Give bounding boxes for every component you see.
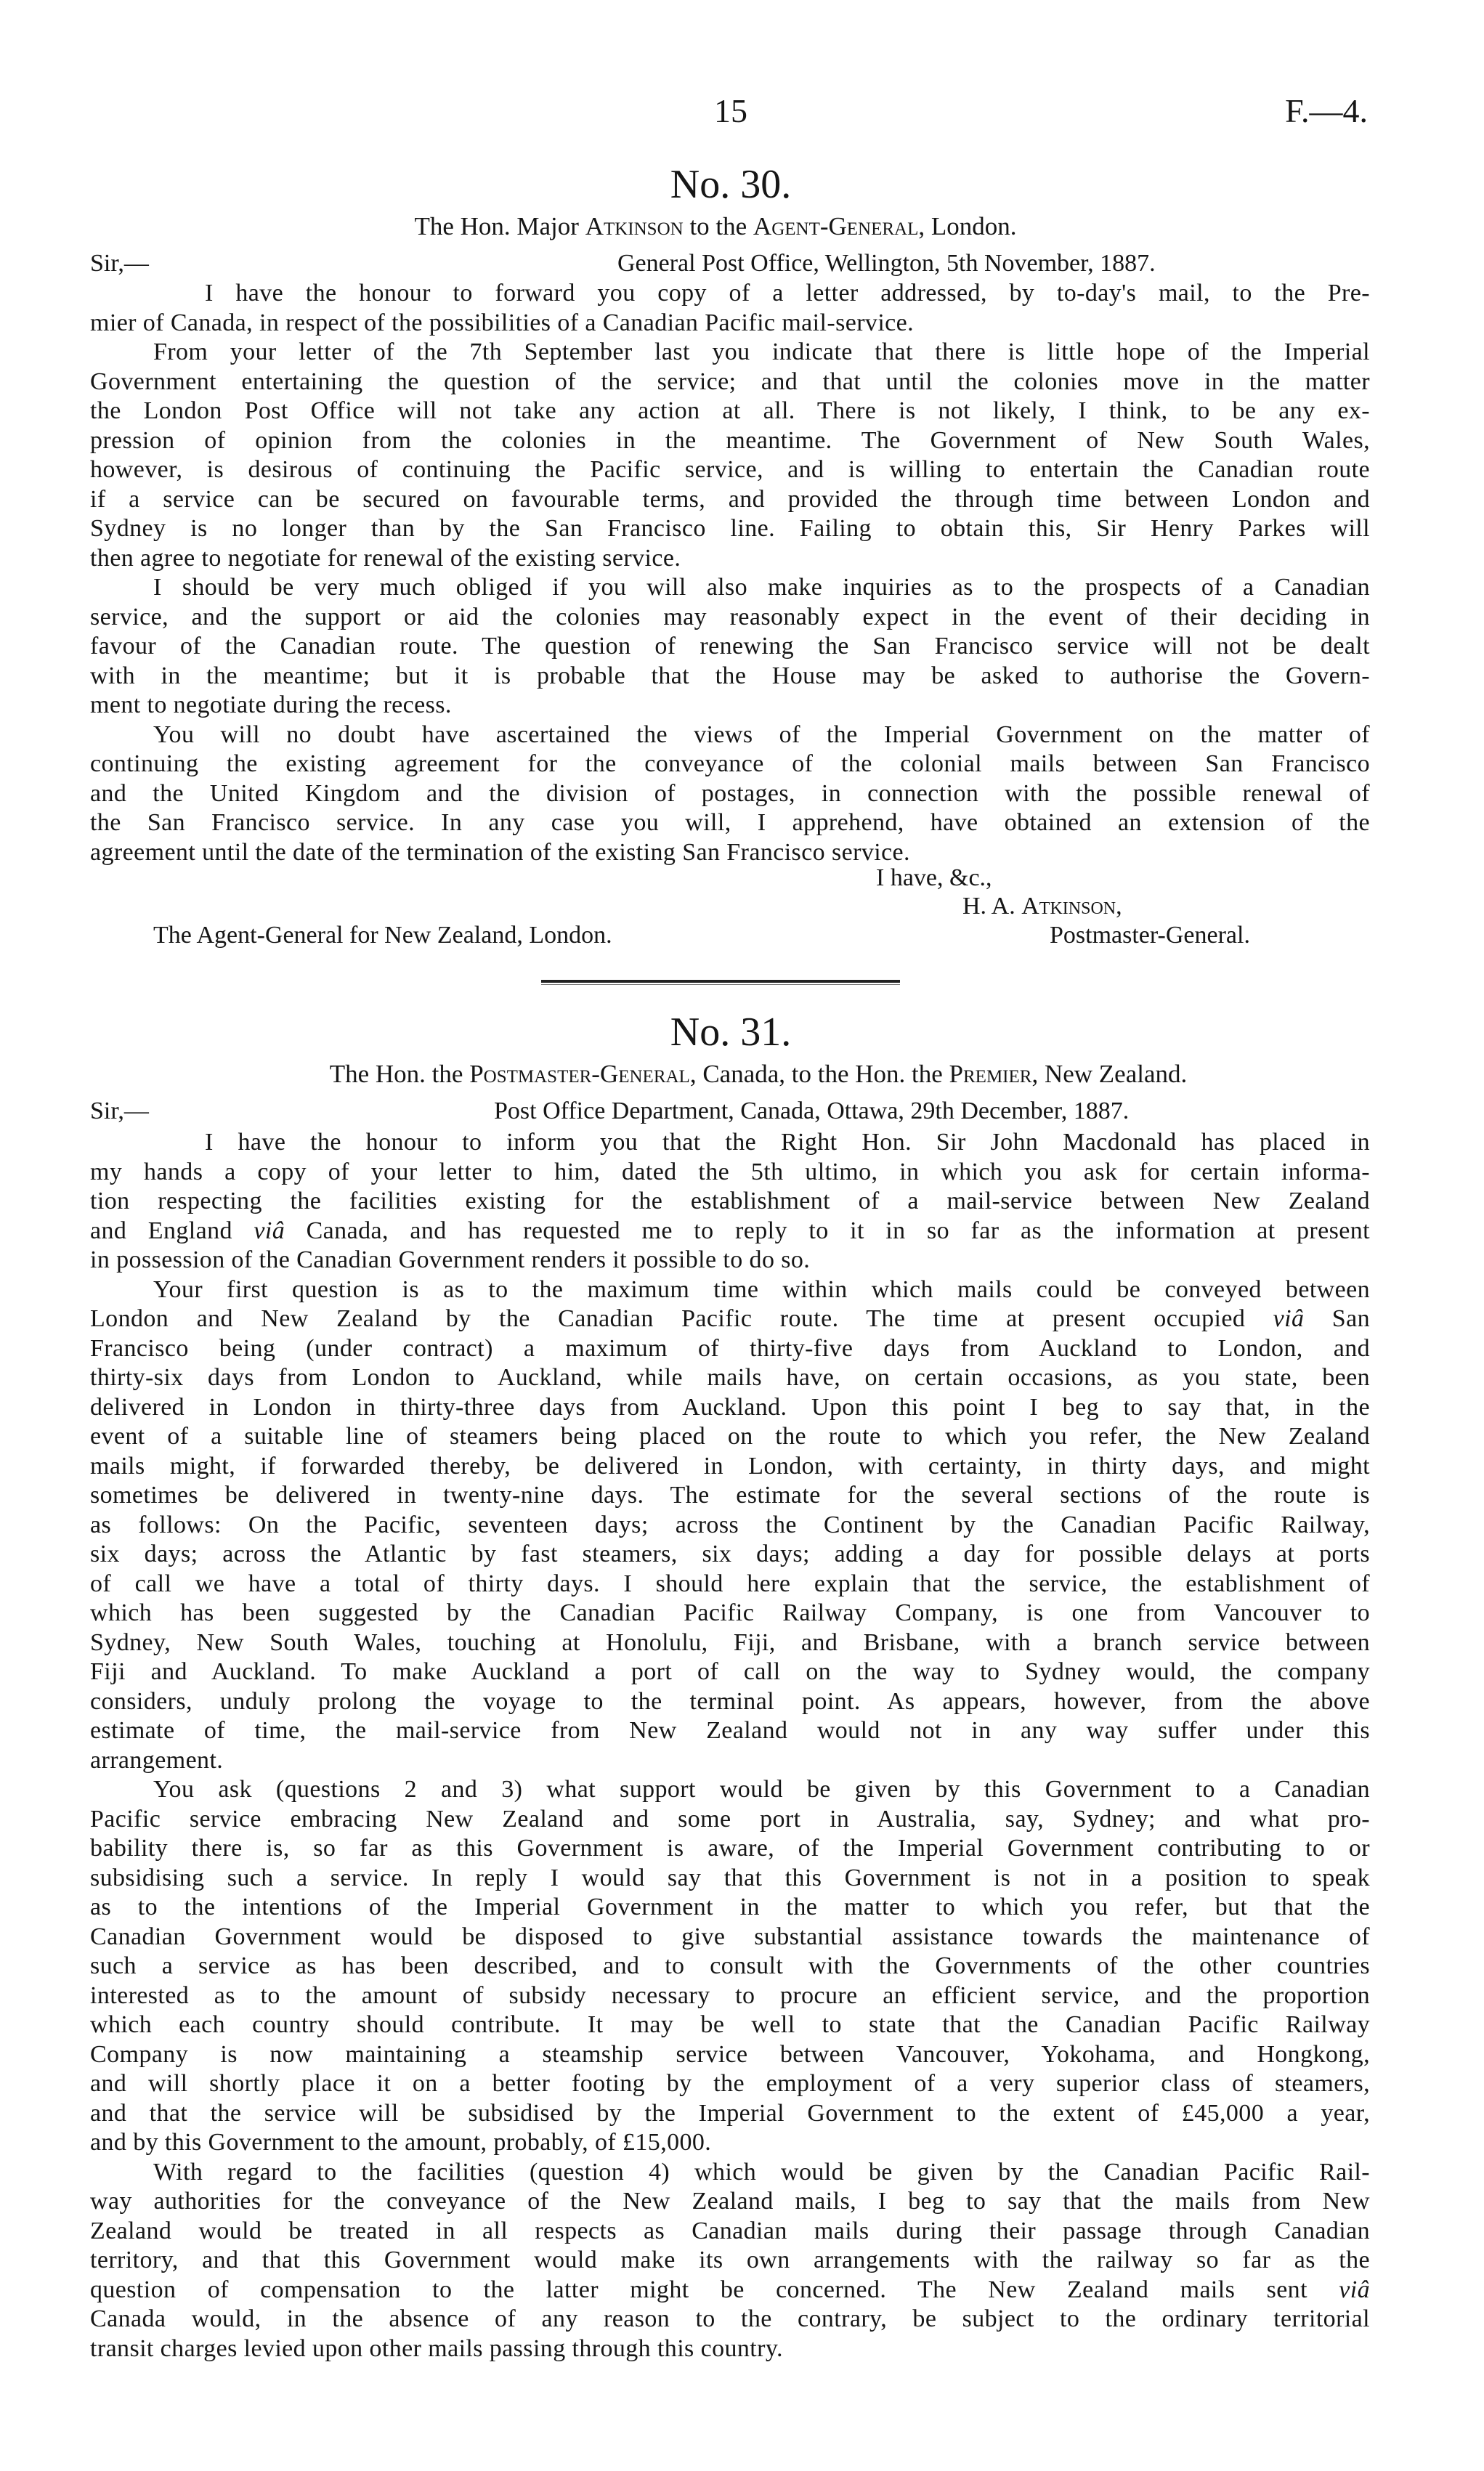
text-line	[90, 632, 1370, 662]
text-line	[90, 1275, 1370, 1305]
text: thirty-six days from London to Auckland, while mails have, on certain occasions, as you state, been	[90, 1364, 1370, 1391]
text: my hands a copy of your letter to him, dated the 5th ultimo, in which you ask for certain informa-	[90, 1158, 1370, 1185]
small-caps-text: Atkinson	[585, 212, 684, 240]
text-line	[90, 455, 1370, 485]
text: in possession of the Canadian Government renders it possible to do so.	[90, 1246, 811, 1273]
text-line	[90, 603, 1370, 633]
text-line	[90, 1481, 1370, 1511]
signature-initials: H. A.	[962, 893, 1022, 920]
text: sometimes be delivered in twenty-nine days. The estimate for the several sections of the route is	[90, 1482, 1370, 1509]
signature-30	[962, 893, 1122, 920]
text: of call we have a total of thirty days. I should here explain that the service, the establishment of	[90, 1570, 1370, 1597]
text: and England	[90, 1217, 254, 1244]
letter-number-30: No. 30.	[670, 162, 792, 207]
text-line	[90, 1775, 1370, 1805]
text: territory, and that this Government would make its own arrangements with the railway so far as the	[90, 2247, 1370, 2273]
text-line	[90, 1923, 1370, 1952]
letter-body-30	[90, 279, 1370, 867]
series-code: F.—4.	[1285, 92, 1368, 129]
salutation-30: Sir,—	[90, 250, 149, 277]
text: then agree to negotiate for renewal of the existing service.	[90, 544, 681, 572]
text: Canadian Government would be disposed to give substantial assistance towards the maintenance of	[90, 1923, 1370, 1950]
text: however, is desirous of continuing the Pacific service, and is willing to entertain the Canadian route	[90, 456, 1370, 483]
salutation-31: Sir,—	[90, 1097, 149, 1124]
text: With regard to the facilities (question 4) which would be given by the Canadian Pacific Rail-	[153, 2158, 1370, 2186]
text-line	[90, 1187, 1370, 1217]
text-line	[90, 1246, 1370, 1275]
text-line	[90, 1864, 1370, 1894]
text-line	[90, 808, 1370, 838]
text-line	[90, 750, 1370, 779]
text-line	[90, 426, 1370, 456]
text-line	[90, 1658, 1370, 1687]
text-line	[90, 573, 1370, 603]
text-line	[90, 662, 1370, 691]
text: Company is now maintaining a steamship service between Vancouver, Yokohama, and Hongkong,	[90, 2040, 1370, 2068]
text: way authorities for the conveyance of the New Zealand mails, I beg to say that the mails from New	[90, 2188, 1370, 2215]
text: subsidising such a service. In reply I would say that this Government is not in a position to speak	[90, 1864, 1370, 1891]
letter-number-31: No. 31.	[670, 1010, 792, 1055]
text-line	[90, 544, 1370, 574]
text: which has been suggested by the Canadian Pacific Railway Company, is one from Vancouver to	[90, 1599, 1370, 1626]
text-line	[90, 721, 1370, 750]
text-line	[90, 1511, 1370, 1541]
text-line	[90, 2158, 1370, 2188]
text: Sydney is no longer than by the San Francisco line. Failing to obtain this, Sir Henry Parkes will	[90, 515, 1370, 542]
paragraph	[90, 1275, 1370, 1776]
text: and the United Kingdom and the division of postages, in connection with the possible renewal of	[90, 779, 1370, 807]
italic-text: viâ	[1273, 1305, 1305, 1332]
text-line	[90, 2276, 1370, 2305]
text-line	[90, 1746, 1370, 1776]
addressee-30: The Agent-General for New Zealand, London.	[153, 922, 612, 949]
text: service, and the support or aid the colonies may reasonably expect in the event of their deciding in	[90, 603, 1370, 630]
text: as to the intentions of the Imperial Government in the matter to which you refer, but that the	[90, 1894, 1370, 1920]
dateline-31: Post Office Department, Canada, Ottawa, 29th December, 1887.	[494, 1097, 1130, 1124]
text: arrangement.	[90, 1746, 224, 1774]
text-line	[90, 2069, 1370, 2099]
text-line	[90, 2246, 1370, 2276]
text-line	[90, 1422, 1370, 1452]
text: I should be very much obliged if you will also make inquiries as to the prospects of a Canadian	[153, 574, 1370, 601]
text: favour of the Canadian route. The question of renewing the San Francisco service will not be dealt	[90, 633, 1370, 660]
text-line	[90, 1570, 1370, 1599]
text: ment to negotiate during the recess.	[90, 691, 452, 718]
small-caps-text: Agent-General	[753, 212, 919, 240]
text-line	[90, 368, 1370, 397]
italic-text: viâ	[1339, 2276, 1370, 2303]
text-line	[90, 691, 1370, 721]
text-line	[90, 2187, 1370, 2217]
text-line	[90, 1834, 1370, 1864]
paragraph	[90, 1775, 1370, 2158]
text-line	[90, 1687, 1370, 1717]
text: The Hon. Major	[414, 212, 585, 240]
small-caps-text: Postmaster-General	[469, 1060, 690, 1088]
text-line	[90, 2217, 1370, 2247]
text: , Canada, to the Hon. the	[689, 1060, 949, 1088]
text: with in the meantime; but it is probable that the House may be asked to authorise the Govern-	[90, 662, 1370, 689]
text: which each country should contribute. It may be well to state that the Canadian Pacific Railway	[90, 2011, 1370, 2038]
text-line	[90, 1599, 1370, 1628]
text: tion respecting the facilities existing for the establishment of a mail-service between New Zealand	[90, 1188, 1370, 1214]
text-line	[90, 1305, 1370, 1334]
text: pression of opinion from the colonies in the meantime. The Government of New South Wales,	[90, 426, 1370, 454]
paragraph	[90, 2158, 1370, 2364]
text: delivered in London in thirty-three days from Auckland. Upon this point I beg to say that, in the	[90, 1393, 1370, 1421]
text: You will no doubt have ascertained the views of the Imperial Government on the matter of	[153, 721, 1370, 748]
text: agreement until the date of the termination of the existing San Francisco service.	[90, 838, 910, 866]
page-number: 15	[714, 92, 747, 129]
text-line	[90, 2305, 1370, 2334]
text: Government entertaining the question of the service; and that until the colonies move in the matter	[90, 368, 1370, 395]
text-line	[90, 2099, 1370, 2129]
italic-text: viâ	[254, 1217, 285, 1244]
text: interested as to the amount of subsidy necessary to procure an efficient service, and the proportion	[90, 1981, 1370, 2009]
text-line	[90, 2040, 1370, 2070]
text-line	[90, 338, 1370, 368]
text: and by this Government to the amount, probably, of £15,000.	[90, 2129, 712, 2156]
text: Sydney, New South Wales, touching at Honolulu, Fiji, and Brisbane, with a branch service between	[90, 1628, 1370, 1656]
paragraph	[90, 721, 1370, 868]
paragraph	[90, 573, 1370, 721]
closing-30: I have, &c.,	[876, 864, 992, 891]
signature-name: Atkinson,	[1021, 893, 1122, 920]
text-line	[90, 397, 1370, 426]
letter-heading-30	[0, 212, 1431, 241]
text: mails might, if forwarded thereby, be delivered in London, with certainty, in thirty days, and might	[90, 1452, 1370, 1480]
text: London and New Zealand by the Canadian Pacific route. The time at present occupied	[90, 1305, 1273, 1332]
text-line	[90, 2334, 1370, 2364]
section-divider-thin	[541, 984, 900, 985]
text-line	[90, 1393, 1370, 1423]
text-line	[90, 1805, 1370, 1835]
small-caps-text: Premier	[949, 1060, 1032, 1088]
text: , New Zealand.	[1031, 1060, 1188, 1088]
text: The Hon. the	[329, 1060, 470, 1088]
text: event of a suitable line of steamers being placed on the route to which you refer, the New Zealand	[90, 1423, 1370, 1450]
section-divider	[541, 980, 900, 983]
text-line	[90, 838, 1370, 868]
text: You ask (questions 2 and 3) what support would be given by this Government to a Canadian	[153, 1776, 1370, 1803]
text: San	[1304, 1305, 1370, 1332]
text: the San Francisco service. In any case you will, I apprehend, have obtained an extension of the	[90, 809, 1370, 836]
text: as follows: On the Pacific, seventeen days; across the Continent by the Canadian Pacific Railway,	[90, 1511, 1370, 1538]
text-line	[90, 779, 1370, 809]
text-line	[90, 514, 1370, 544]
text: estimate of time, the mail-service from New Zealand would not in any way suffer under this	[90, 1717, 1370, 1744]
text: the London Post Office will not take any action at all. There is not likely, I think, to be any ex-	[90, 397, 1370, 424]
text: , London.	[918, 212, 1017, 240]
dateline-30: General Post Office, Wellington, 5th November, 1887.	[617, 250, 1156, 277]
text: bability there is, so far as this Government is aware, of the Imperial Government contributing to or	[90, 1835, 1370, 1862]
letter-body-31	[90, 1128, 1370, 2364]
text: Your first question is as to the maximum time within which mails could be conveyed between	[153, 1275, 1370, 1303]
text-line	[90, 1540, 1370, 1570]
text: Fiji and Auckland. To make Auckland a port of call on the way to Sydney would, the company	[90, 1658, 1370, 1685]
paragraph	[90, 279, 1370, 338]
text-line	[90, 2011, 1370, 2040]
text-line	[90, 1128, 1370, 1158]
text: considers, unduly prolong the voyage to the terminal point. As appears, however, from the above	[90, 1687, 1370, 1715]
text-line	[90, 1952, 1370, 1981]
text: continuing the existing agreement for the conveyance of the colonial mails between San Francisco	[90, 750, 1370, 777]
text: I have the honour to forward you copy of a letter addressed, by to-day's mail, to the Pre-	[205, 280, 1370, 307]
text: to the	[683, 212, 753, 240]
paragraph	[90, 1128, 1370, 1275]
text-line	[90, 1217, 1370, 1246]
text: Zealand would be treated in all respects as Canadian mails during their passage through Canadian	[90, 2217, 1370, 2244]
text: and will shortly place it on a better footing by the employment of a very superior class of steamers,	[90, 2070, 1370, 2097]
text-line	[90, 1893, 1370, 1923]
text: Pacific service embracing New Zealand and some port in Australia, say, Sydney; and what pro-	[90, 1805, 1370, 1833]
text-line	[90, 1628, 1370, 1658]
signature-title-30: Postmaster-General.	[1050, 922, 1250, 949]
text-line	[90, 1716, 1370, 1746]
text-line	[90, 309, 1370, 338]
text: Canada would, in the absence of any reason to the contrary, be subject to the ordinary territorial	[90, 2305, 1370, 2332]
text: I have the honour to inform you that the Right Hon. Sir John Macdonald has placed in	[205, 1129, 1370, 1156]
text-line	[90, 279, 1370, 309]
letter-heading-31	[163, 1060, 1354, 1089]
text: transit charges levied upon other mails passing through this country.	[90, 2334, 783, 2362]
text-line	[90, 2128, 1370, 2158]
text: if a service can be secured on favourable terms, and provided the through time between London and	[90, 485, 1370, 513]
text: Canada, and has requested me to reply to it in so far as the information at present	[285, 1217, 1370, 1244]
text: such a service as has been described, and to consult with the Governments of the other countries	[90, 1952, 1370, 1979]
text: Francisco being (under contract) a maximum of thirty-five days from Auckland to London, and	[90, 1334, 1370, 1362]
text: six days; across the Atlantic by fast steamers, six days; adding a day for possible delays at ports	[90, 1541, 1370, 1567]
text-line	[90, 485, 1370, 515]
text-line	[90, 1158, 1370, 1188]
text-line	[90, 1363, 1370, 1393]
text: and that the service will be subsidised by the Imperial Government to the extent of £45,000 a year,	[90, 2099, 1370, 2127]
text-line	[90, 1452, 1370, 1482]
text-line	[90, 1334, 1370, 1364]
text: From your letter of the 7th September last you indicate that there is little hope of the Imperial	[153, 338, 1370, 365]
text: question of compensation to the latter might be concerned. The New Zealand mails sent	[90, 2276, 1339, 2303]
paragraph	[90, 338, 1370, 573]
text: mier of Canada, in respect of the possibilities of a Canadian Pacific mail-service.	[90, 309, 915, 336]
text-line	[90, 1981, 1370, 2011]
